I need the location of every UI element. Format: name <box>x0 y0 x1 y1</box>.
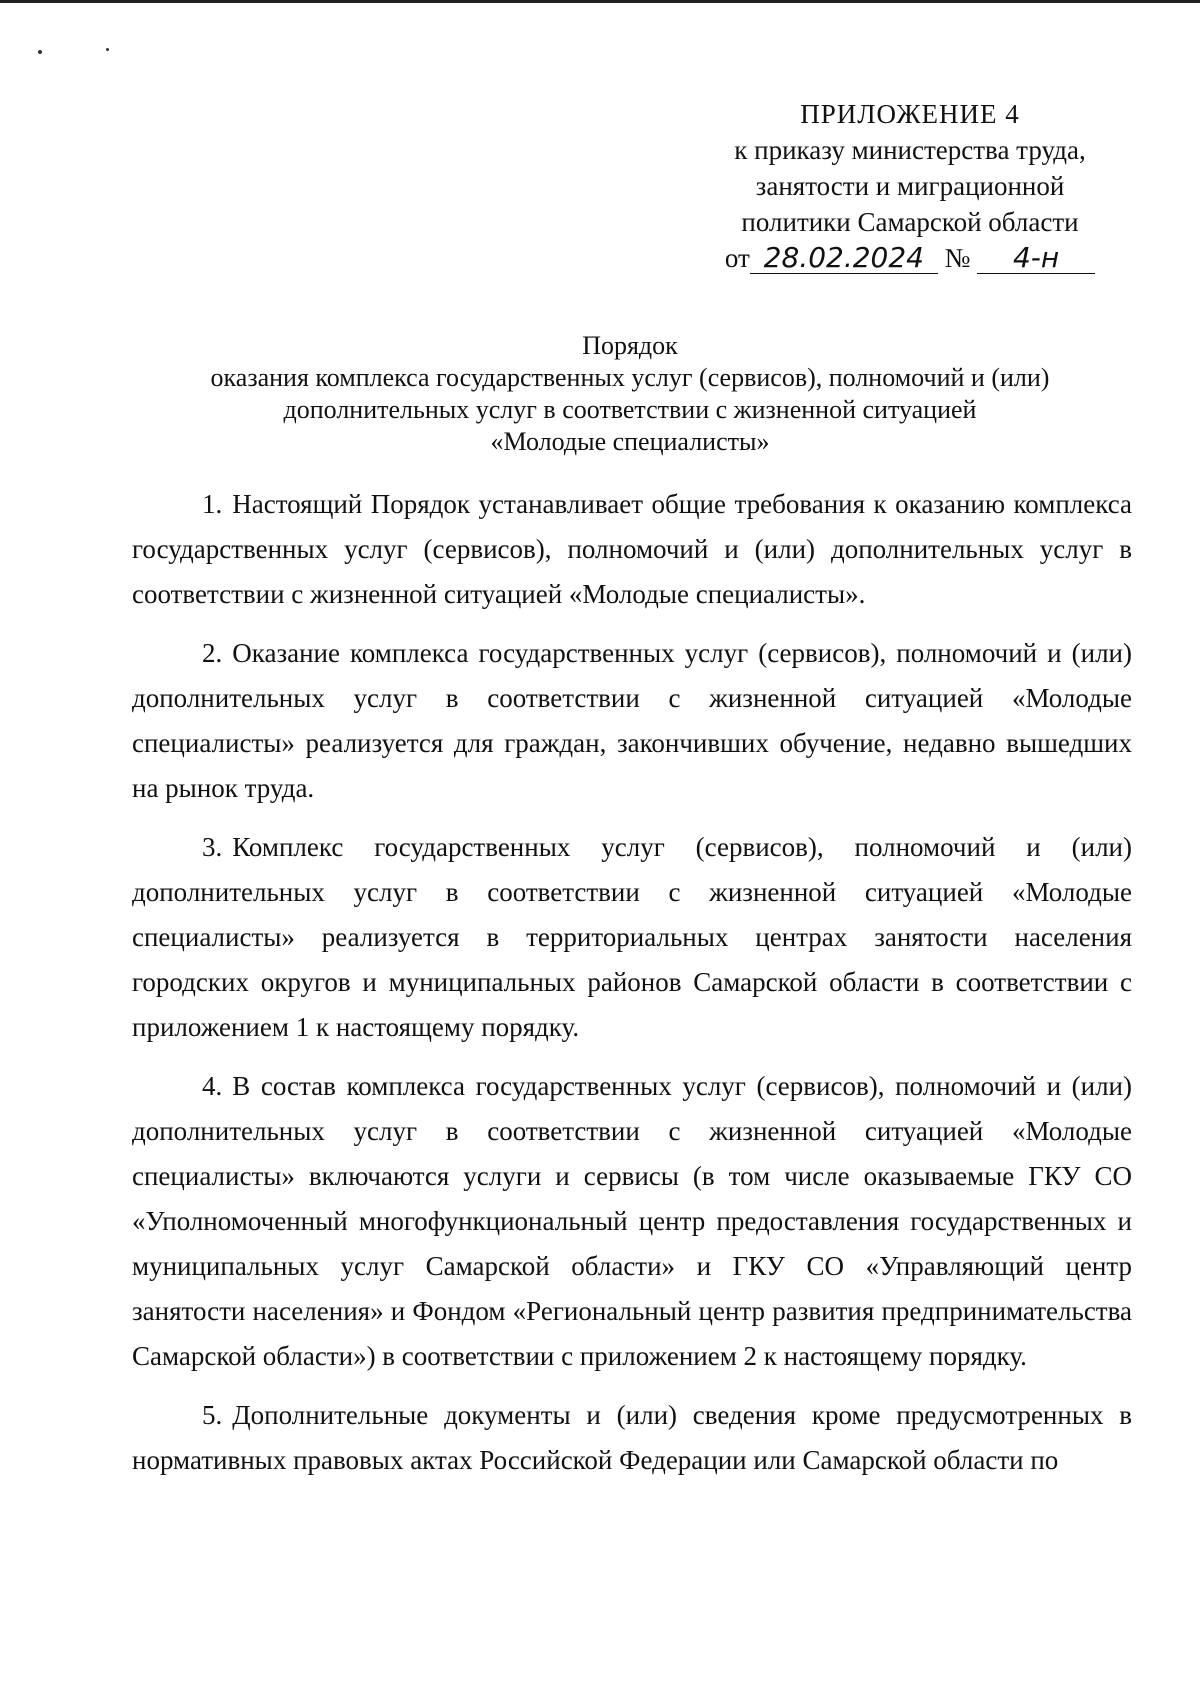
appendix-line: политики Самарской области <box>741 207 1079 237</box>
number-label: № <box>944 243 971 273</box>
appendix-line: к приказу министерства труда, <box>734 135 1086 165</box>
document-title-block <box>120 330 1140 458</box>
document-body <box>132 482 1132 1497</box>
order-date-number-line <box>700 240 1120 276</box>
paragraph <box>132 1064 1132 1379</box>
paragraph <box>132 631 1132 811</box>
paragraph-text: Настоящий Порядок устанавливает общие требования к оказанию комплекса государственных услуг (сервисов), полномочий и (или) дополнительных услуг в соответствии с жизненной ситуацией «Молодые специалисты». <box>132 489 1132 609</box>
document-subtitle-line: дополнительных услуг в соответствии с жизненной ситуацией <box>283 395 977 424</box>
scan-speck <box>38 50 42 54</box>
paragraph-number: 4. <box>202 1071 223 1101</box>
document-subtitle-line: «Молодые специалисты» <box>490 427 770 456</box>
handwritten-number: 4-н <box>977 243 1095 274</box>
appendix-block <box>700 96 1120 276</box>
from-label: от <box>724 243 750 273</box>
paragraph <box>132 482 1132 617</box>
document-title: Порядок <box>582 331 678 360</box>
paragraph-text: В состав комплекса государственных услуг (сервисов), полномочий и (или) дополнительных услуг в соответствии с жизненной ситуацией «Молодые специалисты» включаются услуги и сервисы (в том числе оказываемые ГКУ СО «Уполномоченный многофункциональный центр предоставления государственных и муниципальных услуг Самарской области» и ГКУ СО «Управляющий центр занятости населения» и Фондом «Региональный центр развития предпринимательства Самарской области») в соответствии с приложением 2 к настоящему порядку. <box>132 1071 1132 1371</box>
paragraph-text: Комплекс государственных услуг (сервисов), полномочий и (или) дополнительных услуг в соответствии с жизненной ситуацией «Молодые специалисты» реализуется в территориальных центрах занятости населения городских округов и муниципальных районов Самарской области в соответствии с приложением 1 к настоящему порядку. <box>132 832 1132 1042</box>
handwritten-date: 28.02.2024 <box>750 243 938 274</box>
paragraph-number: 1. <box>202 489 223 519</box>
paragraph-number: 3. <box>202 832 223 862</box>
paragraph <box>132 825 1132 1050</box>
paragraph-number: 2. <box>202 638 223 668</box>
appendix-line: занятости и миграционной <box>755 171 1065 201</box>
paragraph-text: Оказание комплекса государственных услуг (сервисов), полномочий и (или) дополнительных услуг в соответствии с жизненной ситуацией «Молодые специалисты» реализуется для граждан, закончивших обучение, недавно вышедших на рынок труда. <box>132 638 1132 803</box>
scan-speck <box>106 48 109 51</box>
paragraph <box>132 1393 1132 1483</box>
paragraph-text: Дополнительные документы и (или) сведения кроме предусмотренных в нормативных правовых актах Российской Федерации или Самарской области по <box>132 1400 1132 1475</box>
document-subtitle-line: оказания комплекса государственных услуг (сервисов), полномочий и (или) <box>210 363 1050 392</box>
appendix-title: ПРИЛОЖЕНИЕ 4 <box>800 99 1020 129</box>
scan-top-edge <box>0 0 1200 3</box>
paragraph-number: 5. <box>202 1400 223 1430</box>
